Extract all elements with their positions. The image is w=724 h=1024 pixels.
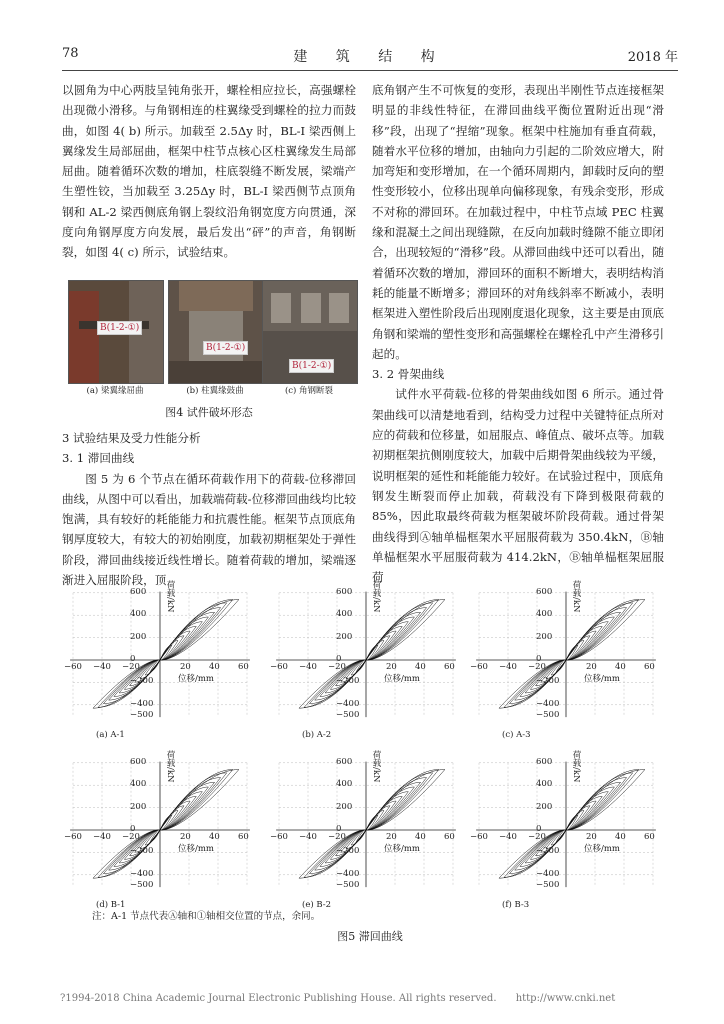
y-tick-label: −500 [336, 880, 360, 890]
x-tick-label: 60 [238, 662, 249, 672]
hysteresis-loop [299, 770, 445, 879]
subsection-heading: 3. 2 骨架曲线 [372, 367, 445, 382]
y-tick-label: −200 [536, 676, 560, 687]
y-tick-label: 200 [336, 801, 353, 812]
specimen-tag: B(1-2-①) [289, 359, 334, 373]
hysteresis-loop [299, 600, 445, 709]
paragraph: 底角钢产生不可恢复的变形，表现出半刚性节点连接框架明显的非线性特征，在滞回曲线平衡位置附近出现“滑移”段，出现了“捏缩”现象。框架中柱施加有垂直荷载，随着水平位移的增加，由轴向力引起的二阶效应增大，附加弯矩和变形增加，在一个循环周期内，卸载时反向的塑性变形较小，位移出现单向偏移现象，有残余变形，形成不对称的滞回环。在加载过程中，中柱节点域 PEC 柱翼缘和混凝土之间出现缝隙，在反向加载时缝隙不能立即闭合，出现较短的“滑移”段。从滞回曲线中还可以看出，随着循环次数的增加，滞回环的面积不断增大，表明结构消耗的能量不断增多；滞回环的对角线斜率不断减小，表明框架进入塑性阶段后出现刚度退化现象，这主要是由顶底角钢和梁端的塑性变形和高强螺栓在螺栓孔中产生滑移引起的。 [372, 83, 664, 361]
photo-column-flange-bulging [168, 280, 264, 384]
y-tick-label: −500 [130, 710, 154, 720]
subfigure-caption: (c) 角钢断裂 [284, 386, 334, 396]
y-tick-label: 0 [536, 654, 542, 664]
y-tick-label: −200 [536, 846, 560, 857]
x-axis-label: 位移/mm [584, 674, 620, 684]
panel-label: (f) B-3 [502, 900, 530, 910]
x-tick-label: −20 [122, 832, 140, 842]
y-axis-label: 荷载/kN [571, 750, 581, 783]
paragraph: 以圆角为中心两肢呈钝角张开，螺栓相应拉长，高强螺栓出现微小滑移。与角钢相连的柱翼缘受到螺栓的拉力而鼓曲，如图 4( b) 所示。加载至 2.5Δy 时，BL-I 梁西侧上翼缘发生局部屈曲，框架中柱节点核心区柱翼缘发生局部屈曲。随着循环次数的增加，柱底裂缝不断发展，梁端产生塑性铰，当加载至 3.25Δy 时，BL-I 梁西侧节点顶角钢和 AL-2 梁西侧底角钢上裂纹沿角钢宽度方向贯通，深度向角钢厚度方向发展，最后发出“砰”的声音，角钢断裂，如图 4( c) 所示，试验结束。 [62, 83, 356, 260]
x-tick-label: 20 [386, 832, 397, 842]
x-tick-label: 20 [586, 662, 597, 672]
y-tick-label: −200 [130, 676, 154, 687]
x-tick-label: 60 [644, 832, 655, 842]
y-tick-label: 200 [536, 801, 553, 812]
x-tick-label: −20 [528, 832, 546, 842]
specimen-tag: B(1-2-①) [203, 341, 248, 355]
y-axis-label: 荷载/kN [371, 750, 381, 783]
hysteresis-panel [268, 582, 464, 742]
figure-4-caption: 图4 试件破坏形态 [165, 406, 253, 419]
x-tick-label: −20 [122, 662, 140, 672]
plot-area [268, 752, 464, 902]
x-tick-label: 40 [615, 832, 626, 842]
footer-url: http://www.cnki.net [515, 993, 616, 1004]
y-axis-label: 荷载/kN [165, 750, 175, 783]
y-axis-label: 荷载/kN [165, 580, 175, 613]
photo-angle-fracture [262, 280, 358, 384]
y-tick-label: 200 [130, 631, 147, 642]
y-tick-label: −500 [130, 880, 154, 890]
plot-area [268, 582, 464, 732]
x-tick-label: 60 [644, 662, 655, 672]
y-tick-label: −400 [536, 698, 560, 709]
publication-year: 2018 年 [627, 50, 678, 65]
y-tick-label: −200 [130, 846, 154, 857]
y-axis-label: 荷载/kN [571, 580, 581, 613]
y-tick-label: 600 [336, 586, 353, 597]
y-tick-label: 600 [336, 756, 353, 767]
panel-label: (a) A-1 [96, 730, 125, 740]
x-tick-label: 20 [180, 662, 191, 672]
y-tick-label: 0 [336, 654, 342, 664]
y-tick-label: 200 [536, 631, 553, 642]
y-axis-label: 荷载/kN [371, 580, 381, 613]
y-tick-label: 200 [130, 801, 147, 812]
y-tick-label: −200 [336, 676, 360, 687]
hysteresis-panel [62, 752, 258, 912]
journal-title: 建 筑 结 构 [293, 49, 447, 65]
x-tick-label: −60 [64, 662, 82, 672]
x-tick-label: 20 [586, 832, 597, 842]
y-tick-label: 600 [536, 756, 553, 767]
panel-label: (d) B-1 [96, 900, 126, 910]
subfigure-caption: (a) 梁翼缘屈曲 [86, 386, 144, 396]
section-heading: 3 试验结果及受力性能分析 [62, 431, 201, 445]
figure-5-hysteresis-curves [62, 582, 664, 912]
plot-area [62, 752, 258, 902]
plot-area [468, 582, 664, 732]
x-tick-label: −60 [64, 832, 82, 842]
x-tick-label: 60 [238, 832, 249, 842]
x-tick-label: 20 [386, 662, 397, 672]
plot-area [468, 752, 664, 902]
y-tick-label: −400 [336, 698, 360, 709]
figure-5-note: 注：A-1 节点代表Ⓐ轴和①轴相交位置的节点，余同。 [92, 911, 321, 922]
hysteresis-loop [93, 600, 239, 709]
x-tick-label: 60 [444, 662, 455, 672]
y-tick-label: −500 [536, 710, 560, 720]
x-tick-label: −40 [499, 662, 517, 672]
x-tick-label: −20 [528, 662, 546, 672]
y-tick-label: 400 [130, 609, 147, 620]
x-axis-label: 位移/mm [178, 844, 214, 854]
photo-beam-flange-buckling [68, 280, 164, 384]
copyright-notice: ?1994-2018 China Academic Journal Electronic Publishing House. All rights reserved. [60, 993, 497, 1004]
photo-image [169, 281, 263, 383]
x-tick-label: −20 [328, 832, 346, 842]
hysteresis-loop [499, 770, 645, 879]
hysteresis-loop [499, 600, 645, 709]
x-tick-label: −40 [299, 662, 317, 672]
paragraph: 图 5 为 6 个节点在循环荷载作用下的荷载-位移滞回曲线，从图中可以看出，加载端荷载-位移滞回曲线均比较饱满，具有较好的耗能能力和抗震性能。框架节点顶底角钢厚度较大，有较大的初始刚度，加载初期框架处于弹性阶段，滞回曲线接近线性增长。随着荷载的增加，梁端逐渐进入屈服阶段，顶 [62, 471, 356, 588]
y-tick-label: 400 [536, 609, 553, 620]
x-tick-label: 20 [180, 832, 191, 842]
left-column [62, 80, 356, 263]
specimen-tag: B(1-2-①) [97, 321, 142, 335]
y-tick-label: −500 [536, 880, 560, 890]
x-tick-label: −60 [270, 662, 288, 672]
x-tick-label: −60 [470, 832, 488, 842]
plot-area [62, 582, 258, 732]
figure-4-photos [62, 280, 356, 398]
x-tick-label: −40 [499, 832, 517, 842]
y-tick-label: 600 [536, 586, 553, 597]
x-axis-label: 位移/mm [178, 674, 214, 684]
y-tick-label: 0 [536, 824, 542, 834]
hysteresis-panel [268, 752, 464, 912]
x-tick-label: 40 [415, 832, 426, 842]
page-header [62, 46, 678, 68]
y-tick-label: 0 [336, 824, 342, 834]
x-tick-label: 40 [615, 662, 626, 672]
y-tick-label: 400 [130, 779, 147, 790]
paragraph: 试件水平荷载-位移的骨架曲线如图 6 所示。通过骨架曲线可以清楚地看到，结构受力过程中关键特征点所对应的荷载和位移量，如屈服点、峰值点、破坏点等。加载初期框架抗侧刚度较大，加载中后期骨架曲线较为平缓，说明框架的延性和耗能能力较好。在试验过程中，顶底角钢发生断裂而停止加载，荷载没有下降到极限荷载的 85%，因此取最终荷载为框架破坏阶段荷载。通过骨架曲线得到Ⓐ轴单榀框架水平屈服荷载为 350.4kN，Ⓑ轴单榀框架水平屈服荷载为 414.2kN，Ⓑ轴单榀框架屈服荷 [372, 387, 664, 585]
x-axis-label: 位移/mm [384, 844, 420, 854]
y-tick-label: 600 [130, 586, 147, 597]
page-footer [60, 993, 615, 1004]
y-tick-label: −400 [130, 698, 154, 709]
page-number: 78 [62, 46, 79, 61]
x-tick-label: −40 [93, 662, 111, 672]
y-tick-label: −400 [336, 868, 360, 879]
right-column [372, 80, 664, 587]
x-tick-label: −60 [270, 832, 288, 842]
hysteresis-panel [62, 582, 258, 742]
x-tick-label: −40 [299, 832, 317, 842]
figure-5-caption: 图5 滞回曲线 [337, 930, 403, 943]
x-tick-label: −20 [328, 662, 346, 672]
x-tick-label: 40 [209, 832, 220, 842]
hysteresis-panel [468, 582, 664, 742]
subfigure-caption: (b) 柱翼缘鼓曲 [186, 386, 244, 396]
panel-label: (e) B-2 [302, 900, 332, 910]
x-axis-label: 位移/mm [384, 674, 420, 684]
panel-label: (c) A-3 [502, 730, 531, 740]
y-tick-label: 400 [336, 609, 353, 620]
y-tick-label: 400 [336, 779, 353, 790]
left-column-lower [62, 428, 356, 590]
y-tick-label: 0 [130, 654, 136, 664]
y-tick-label: −400 [130, 868, 154, 879]
x-tick-label: −40 [93, 832, 111, 842]
x-tick-label: 40 [415, 662, 426, 672]
hysteresis-loop [93, 770, 239, 879]
hysteresis-panel [468, 752, 664, 912]
panel-label: (b) A-2 [302, 730, 332, 740]
y-tick-label: 600 [130, 756, 147, 767]
y-tick-label: 400 [536, 779, 553, 790]
x-axis-label: 位移/mm [584, 844, 620, 854]
y-tick-label: −400 [536, 868, 560, 879]
y-tick-label: 0 [130, 824, 136, 834]
subsection-heading: 3. 1 滞回曲线 [62, 451, 135, 466]
x-tick-label: 60 [444, 832, 455, 842]
x-tick-label: −60 [470, 662, 488, 672]
y-tick-label: 200 [336, 631, 353, 642]
y-tick-label: −200 [336, 846, 360, 857]
header-rule [62, 70, 678, 71]
y-tick-label: −500 [336, 710, 360, 720]
x-tick-label: 40 [209, 662, 220, 672]
